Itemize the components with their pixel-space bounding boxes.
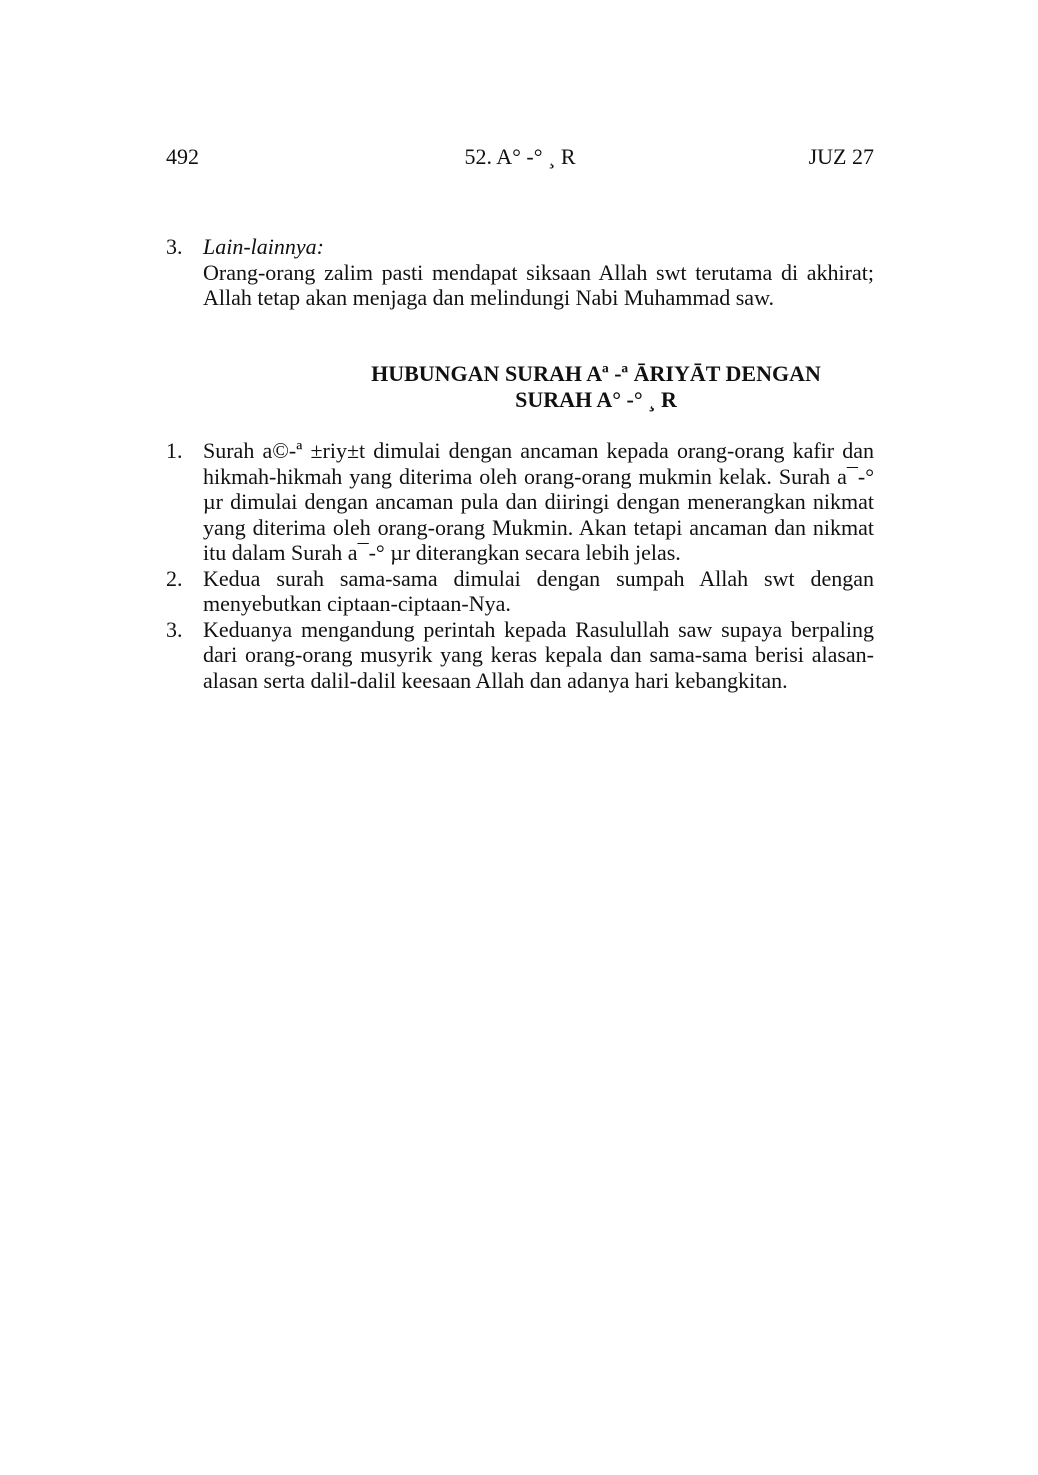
- running-title: 52. A° -° ¸ R: [464, 144, 576, 169]
- item-text: Keduanya mengandung perintah kepada Rasulullah saw supaya berpaling dari orang-orang musyrik yang keras kepala dan sama-sama berisi alasan-alasan serta dalil-dalil keesaan Allah dan adanya hari kebangkitan.: [203, 616, 874, 693]
- item-number: 3.: [166, 616, 183, 642]
- item-text: Surah a©-ª ±riy±t dimulai dengan ancaman kepada orang-orang kafir dan hikmah-hikmah yang diterima oleh orang-orang mukmin kelak. Surah a¯-° µr dimulai dengan ancaman pula dan diiringi dengan menerangkan nikmat yang diterima oleh orang-orang Mukmin. Akan tetapi ancaman dan nikmat itu dalam Surah a¯-° µr diterangkan secara lebih jelas.: [203, 438, 874, 565]
- section-heading: [166, 361, 1026, 413]
- item-number: 2.: [166, 565, 183, 591]
- item-text: Kedua surah sama-sama dimulai dengan sumpah Allah swt dengan menyebutkan ciptaan-ciptaan-Nya.: [203, 565, 874, 616]
- list-item: [166, 617, 874, 694]
- heading-line-2: SURAH A° -° ¸ R: [515, 387, 677, 412]
- item-number: 1.: [166, 438, 183, 463]
- juz-label: JUZ 27: [808, 144, 874, 169]
- page-header: [166, 144, 874, 174]
- list-item: [166, 234, 874, 311]
- list-item: [166, 566, 874, 617]
- page-number: 492: [166, 144, 199, 169]
- item-number: 3.: [166, 234, 183, 259]
- item-line: Allah tetap akan menjaga dan melindungi Nabi Muhammad saw.: [203, 285, 775, 310]
- item-line: Orang-orang zalim pasti mendapat siksaan Allah swt terutama di akhirat;: [203, 259, 874, 285]
- intro-section: [166, 234, 874, 311]
- item-body: [203, 234, 874, 311]
- heading-line-1: HUBUNGAN SURAH Aª -ª ĀRIYĀT DENGAN: [371, 361, 821, 386]
- item-label: Lain-lainnya:: [203, 234, 324, 259]
- list-item: [166, 438, 874, 566]
- relation-list: [166, 438, 874, 693]
